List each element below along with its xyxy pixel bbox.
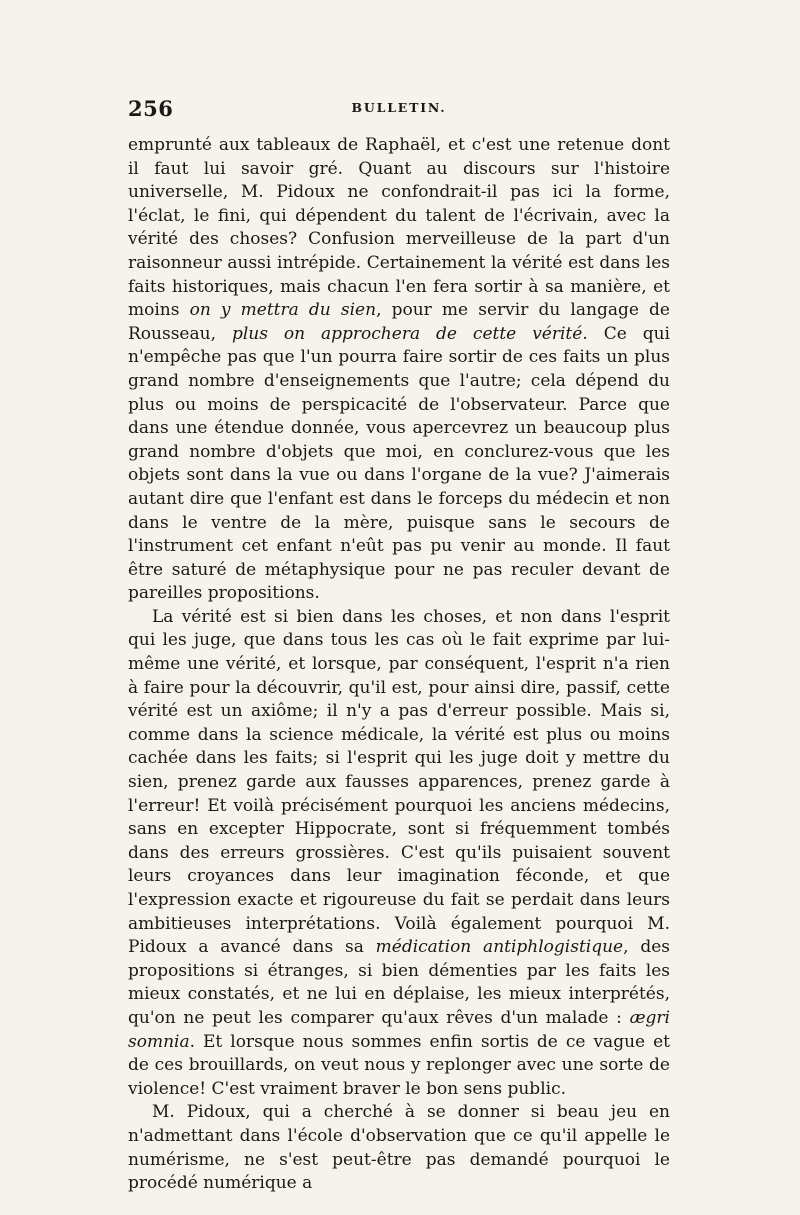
- italic-phrase: plus on approchera de cette vérité: [231, 323, 583, 344]
- paragraph-1: [128, 134, 670, 606]
- text-run: . Et lorsque nous sommes enfin sortis de ce vague et de ces brouillards, on veut nous y replonger avec une sorte de violence! C'est vraiment braver le bon sens public.: [128, 1031, 670, 1099]
- paragraph-3: [128, 1101, 670, 1195]
- italic-phrase: ægri somnia: [128, 1007, 670, 1052]
- italic-phrase: médication antiphlogistique: [375, 937, 624, 958]
- running-title: BULLETIN.: [351, 100, 447, 115]
- text-run: M. Pidoux, qui a cherché à se donner si beau jeu en n'admettant dans l'école d'observation que ce qu'il appelle le numérisme, ne s'est peut-être pas demandé pourquoi le procédé numérique a: [128, 1102, 670, 1194]
- paragraph-2: [128, 606, 670, 1101]
- page-body: [128, 134, 670, 1196]
- text-run: , pour me servir du langage de Rousseau,: [128, 300, 670, 344]
- running-head: [128, 96, 670, 120]
- page-number: 256: [128, 96, 174, 121]
- text-run: , des propositions si étranges, si bien démenties par les faits les mieux constatés, et ne lui en déplaise, les mieux interprétés, qu'on ne peut les comparer qu'aux rêves d'un malade :: [128, 937, 670, 1028]
- text-run: La vérité est si bien dans les choses, et non dans l'esprit qui les juge, que dans tous les cas où le fait exprime par lui-même une vérité, et lorsque, par conséquent, l'esprit n'a rien à faire pour la découvrir, qu'il est, pour ainsi dire, passif, cette vérité est un axiôme; il n'y a pas d'erreur possible. Mais si, comme dans la science médicale, la vérité est plus ou moins cachée dans les faits; si l'esprit qui les juge doit y mettre du sien, prenez garde aux fausses apparences, prenez garde à l'erreur! Et voilà précisément pourquoi les anciens médecins, sans en excepter Hippocrate, sont si fréquemment tombés dans des erreurs grossières. C'est qu'ils puisaient souvent leurs croyances dans leur imagination féconde, et que l'expression exacte et rigoureuse du fait se perdait dans leurs ambitieuses interprétations. Voilà également pourquoi M. Pidoux a avancé dans sa: [128, 606, 670, 958]
- italic-phrase: on y mettra du sien: [189, 300, 377, 321]
- text-run: . Ce qui n'empêche pas que l'un pourra faire sortir de ces faits un plus grand nombre d'enseignements que l'autre; cela dépend du plus ou moins de perspicacité de l'observateur. Parce que dans une étendue donnée, vous apercevrez un beaucoup plus grand nombre d'objets que moi, en conclurez-vous que les objets sont dans la vue ou dans l'organe de la vue? J'aimerais autant dire que l'enfant est dans le forceps du médecin et non dans le ventre de la mère, puisque sans le secours de l'instrument cet enfant n'eût pas pu venir au monde. Il faut être saturé de métaphysique pour ne pas reculer devant de pareilles propositions.: [128, 323, 670, 604]
- text-run: emprunté aux tableaux de Raphaël, et c'est une retenue dont il faut lui savoir gré. Quant au discours sur l'histoire universelle, M. Pidoux ne confondrait-il pas ici la forme, l'éclat, le fini, qui dépendent du talent de l'écrivain, avec la vérité des choses? Confusion merveilleuse de la part d'un raisonneur aussi intrépide. Certainement la vérité est dans les faits historiques, mais chacun l'en fera sortir à sa manière, et moins: [128, 135, 670, 321]
